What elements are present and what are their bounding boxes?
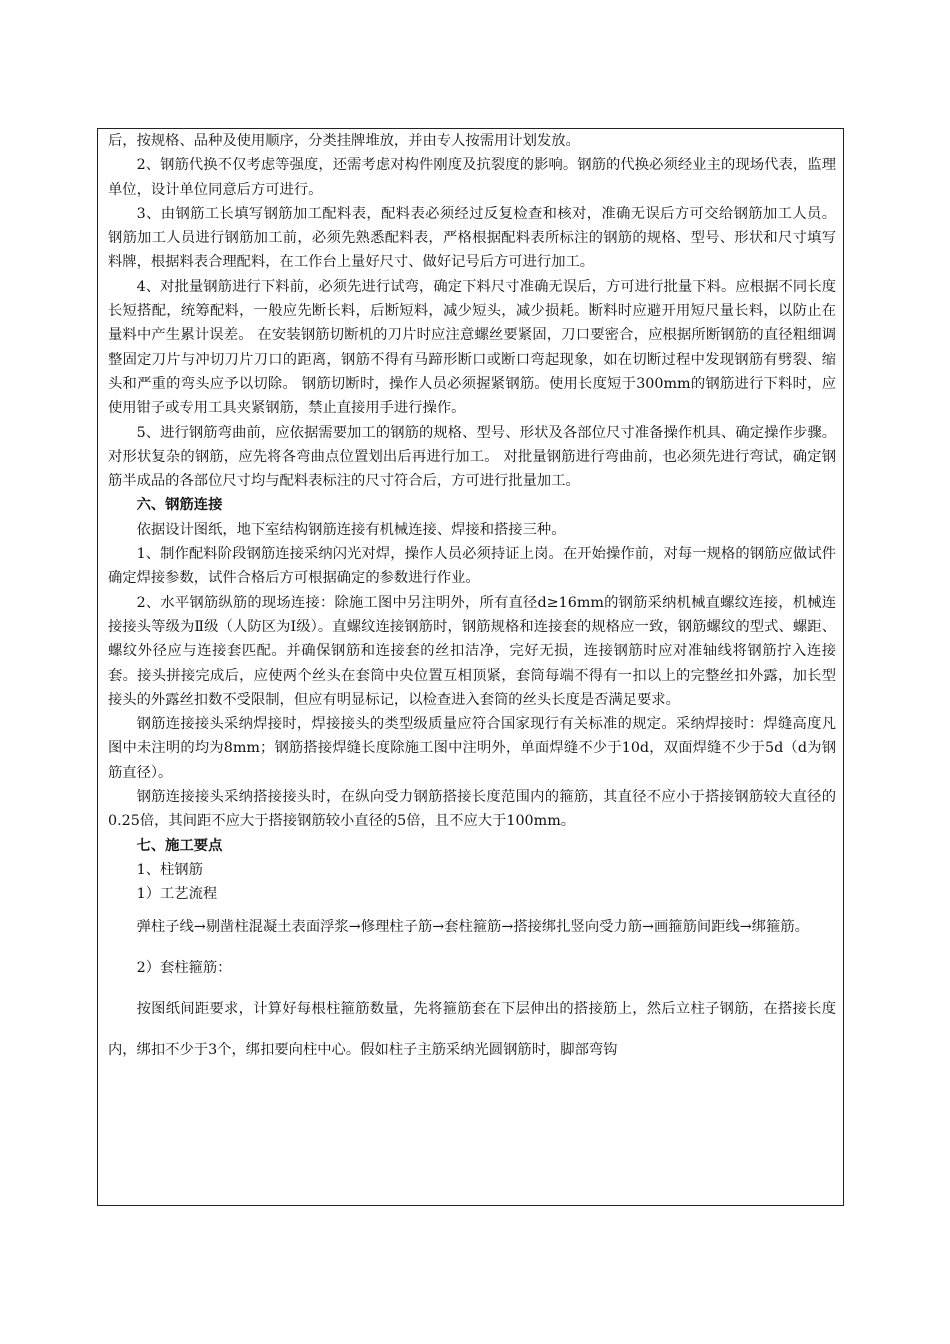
document-body xyxy=(108,129,836,1071)
paragraph-flash-butt-welding: 1、制作配料阶段钢筋连接采纳闪光对焊，操作人员必须持证上岗。在开始操作前，对每一规格的钢筋应做试件确定焊接参数，试件合格后方可根据确定的参数进行作业。 xyxy=(108,546,836,587)
section-heading-construction-points: 七、施工要点 xyxy=(136,837,223,854)
subheading-process-flow: 1）工艺流程 xyxy=(136,886,218,903)
paragraph-rebar-bending: 5、进行钢筋弯曲前，应依据需要加工的钢筋的规格、型号、形状及各部位尺寸准备操作机具、确定操作步骤。对形状复杂的钢筋，应先将各弯曲点位置划出后再进行加工。 对批量钢筋进行弯曲前，也必须先进行弯试，确定钢筋半成品的各部位尺寸均与配料表标注的尺寸符合后，方可进行批量加工。 xyxy=(108,424,836,490)
paragraph-connection-types: 依据设计图纸，地下室结构钢筋连接有机械连接、焊接和搭接三种。 xyxy=(136,521,566,538)
paragraph-rebar-cutting: 4、对批量钢筋进行下料前，必须先进行试弯，确定下料尺寸准确无误后，方可进行批量下料。应根据不同长度长短搭配，统筹配料，一般应先断长料，后断短料，减少短头，减少损耗。断料时应避开用短尺量长料，以防止在量料中产生累计误差。 在安装钢筋切断机的刀片时应注意螺丝要紧固，刀口要密合，应根据所断钢筋的直径粗细调整固定刀片与冲切刀片刀口的距离，钢筋不得有马蹄形断口或断口弯起现象，如在切断过程中发现钢筋有劈裂、缩头和严重的弯头应予以切除。 钢筋切断时，操作人员必须握紧钢筋。使用长度短于300mm的钢筋进行下料时，应使用钳子或专用工具夹紧钢筋，禁止直接用手进行操作。 xyxy=(108,278,836,417)
paragraph-rebar-schedule: 3、由钢筋工长填写钢筋加工配料表，配料表必须经过反复检查和核对，准确无误后方可交给钢筋加工人员。 钢筋加工人员进行钢筋加工前，必须先熟悉配料表，严格根据配料表所标注的钢筋的规格、型号、形状和尺寸填写料牌，根据料表合理配料，在工作台上量好尺寸、做好记号后方可进行加工。 xyxy=(108,205,836,271)
paragraph-mechanical-connection: 2、水平钢筋纵筋的现场连接：除施工图中另注明外，所有直径d≥16mm的钢筋采纳机械直螺纹连接，机械连接接头等级为Ⅱ级（人防区为Ⅰ级）。直螺纹连接钢筋时，钢筋规格和连接套的规格应一致，钢筋螺纹的型式、螺距、螺纹外径应与连接套匹配。并确保钢筋和连接套的丝扣洁净，完好无损，连接钢筋时应对准轴线将钢筋拧入连接套。接头拼接完成后，应使两个丝头在套筒中央位置互相顶紧，套筒每端不得有一扣以上的完整丝扣外露，加长型接头的外露丝扣数不受限制，但应有明显标记，以检查进入套筒的丝头长度是否满足要求。 xyxy=(108,594,836,708)
paragraph-column-stirrups: 按图纸间距要求，计算好每根柱箍筋数量，先将箍筋套在下层伸出的搭接筋上，然后立柱子钢筋，在搭接长度内，绑扣不少于3个，绑扣要向柱中心。假如柱子主筋采纳光圆钢筋时，脚部弯钩 xyxy=(108,1000,836,1058)
paragraph-welded-joint: 钢筋连接接头采纳焊接时，焊接接头的类型级质量应符合国家现行有关标准的规定。采纳焊接时：焊缝高度凡图中未注明的均为8mm；钢筋搭接焊缝长度除施工图中注明外，单面焊缝不少于10d，双面焊缝不少于5d（d为钢筋直径）。 xyxy=(108,716,836,781)
subheading-column-rebar: 1、柱钢筋 xyxy=(136,861,203,878)
paragraph-lap-joint: 钢筋连接接头采纳搭接接头时，在纵向受力钢筋搭接长度范围内的箍筋，其直径不应小于搭接钢筋较大直径的0.25倍，其间距不应大于搭接钢筋较小直径的5倍，且不应大于100mm。 xyxy=(108,789,836,830)
section-heading-rebar-connection: 六、钢筋连接 xyxy=(136,497,223,514)
subheading-column-stirrups: 2）套柱箍筋： xyxy=(136,959,232,976)
paragraph-process-flow: 弹柱子线→剔凿柱混凝土表面浮浆→修理柱子筋→套柱箍筋→搭接绑扎竖向受力筋→画箍筋间距线→绑箍筋。 xyxy=(136,918,809,935)
paragraph-continuation: 后，按规格、品种及使用顺序，分类挂牌堆放，并由专人按需用计划发放。 xyxy=(108,133,580,149)
document-frame xyxy=(97,128,844,1206)
paragraph-rebar-substitution: 2、钢筋代换不仅考虑等强度，还需考虑对构件刚度及抗裂度的影响。钢筋的代换必须经业主的现场代表，监理单位，设计单位同意后方可进行。 xyxy=(108,157,836,198)
